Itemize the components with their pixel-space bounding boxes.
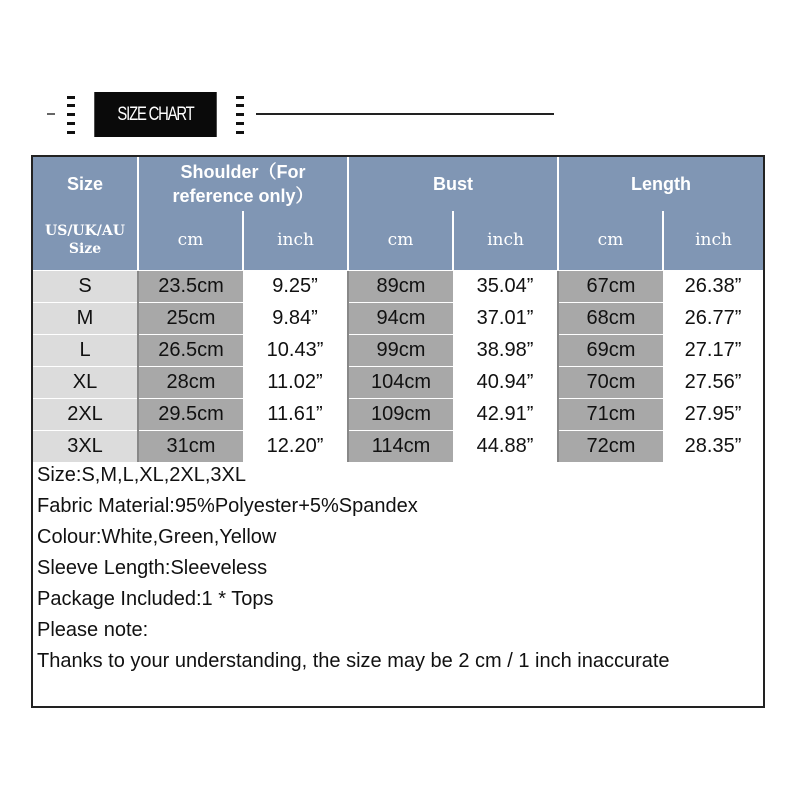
subheader-length-inch: inch xyxy=(663,211,763,270)
size-table xyxy=(33,157,763,462)
info-sizes: Size:S,M,L,XL,2XL,3XL xyxy=(37,464,247,486)
cell-shoulder-cm: 23.5cm xyxy=(138,270,243,302)
info-colour: Colour:White,Green,Yellow xyxy=(37,526,277,548)
cell-length-cm: 69cm xyxy=(558,334,663,366)
cell-shoulder-inch: 12.20” xyxy=(243,430,348,462)
header-size: Size xyxy=(33,157,138,211)
cell-shoulder-inch: 9.25” xyxy=(243,270,348,302)
cell-bust-inch: 37.01” xyxy=(453,302,558,334)
table-row xyxy=(33,398,763,430)
subheader-region-size: US/UK/AU Size xyxy=(33,211,138,270)
subheader-shoulder-inch: inch xyxy=(243,211,348,270)
cell-size: S xyxy=(33,270,138,302)
cell-bust-cm: 109cm xyxy=(348,398,453,430)
info-package: Package Included:1 * Tops xyxy=(37,588,274,610)
subheader-shoulder-cm: cm xyxy=(138,211,243,270)
cell-bust-inch: 35.04” xyxy=(453,270,558,302)
size-chart-frame xyxy=(31,155,765,708)
cell-length-cm: 70cm xyxy=(558,366,663,398)
cell-length-cm: 68cm xyxy=(558,302,663,334)
table-row xyxy=(33,334,763,366)
size-chart-banner xyxy=(0,0,800,150)
cell-length-cm: 67cm xyxy=(558,270,663,302)
subheader-length-cm: cm xyxy=(558,211,663,270)
cell-length-inch: 27.95” xyxy=(663,398,763,430)
banner-left-ticks xyxy=(67,96,75,134)
cell-shoulder-inch: 11.02” xyxy=(243,366,348,398)
cell-length-inch: 26.38” xyxy=(663,270,763,302)
cell-size: M xyxy=(33,302,138,334)
product-info xyxy=(37,460,763,677)
banner-dash xyxy=(47,113,55,115)
header-length: Length xyxy=(558,157,763,211)
cell-shoulder-cm: 29.5cm xyxy=(138,398,243,430)
table-row xyxy=(33,270,763,302)
cell-shoulder-inch: 11.61” xyxy=(243,398,348,430)
header-shoulder: Shoulder（For reference only） xyxy=(138,157,348,211)
table-subheader-row xyxy=(33,211,763,270)
cell-length-inch: 27.17” xyxy=(663,334,763,366)
table-row xyxy=(33,366,763,398)
cell-length-inch: 26.77” xyxy=(663,302,763,334)
table-row xyxy=(33,430,763,462)
cell-length-cm: 72cm xyxy=(558,430,663,462)
cell-length-cm: 71cm xyxy=(558,398,663,430)
info-note-text: Thanks to your understanding, the size may be 2 cm / 1 inch inaccurate xyxy=(37,650,670,672)
cell-shoulder-inch: 9.84” xyxy=(243,302,348,334)
cell-bust-inch: 42.91” xyxy=(453,398,558,430)
cell-bust-cm: 94cm xyxy=(348,302,453,334)
cell-shoulder-cm: 28cm xyxy=(138,366,243,398)
cell-bust-inch: 40.94” xyxy=(453,366,558,398)
cell-bust-cm: 104cm xyxy=(348,366,453,398)
cell-bust-cm: 114cm xyxy=(348,430,453,462)
header-bust: Bust xyxy=(348,157,558,211)
cell-size: XL xyxy=(33,366,138,398)
banner-title: SIZE CHART xyxy=(94,92,216,137)
table-header-row xyxy=(33,157,763,211)
subheader-bust-inch: inch xyxy=(453,211,558,270)
table-row xyxy=(33,302,763,334)
cell-size: 2XL xyxy=(33,398,138,430)
cell-bust-inch: 38.98” xyxy=(453,334,558,366)
cell-shoulder-cm: 31cm xyxy=(138,430,243,462)
cell-length-inch: 27.56” xyxy=(663,366,763,398)
banner-right-ticks xyxy=(236,96,244,134)
info-fabric: Fabric Material:95%Polyester+5%Spandex xyxy=(37,495,418,517)
cell-shoulder-cm: 25cm xyxy=(138,302,243,334)
cell-shoulder-inch: 10.43” xyxy=(243,334,348,366)
cell-size: 3XL xyxy=(33,430,138,462)
cell-shoulder-cm: 26.5cm xyxy=(138,334,243,366)
cell-size: L xyxy=(33,334,138,366)
cell-bust-inch: 44.88” xyxy=(453,430,558,462)
subheader-bust-cm: cm xyxy=(348,211,453,270)
info-note-label: Please note: xyxy=(37,619,149,641)
cell-bust-cm: 89cm xyxy=(348,270,453,302)
info-sleeve: Sleeve Length:Sleeveless xyxy=(37,557,268,579)
cell-bust-cm: 99cm xyxy=(348,334,453,366)
banner-rule xyxy=(256,113,554,115)
cell-length-inch: 28.35” xyxy=(663,430,763,462)
